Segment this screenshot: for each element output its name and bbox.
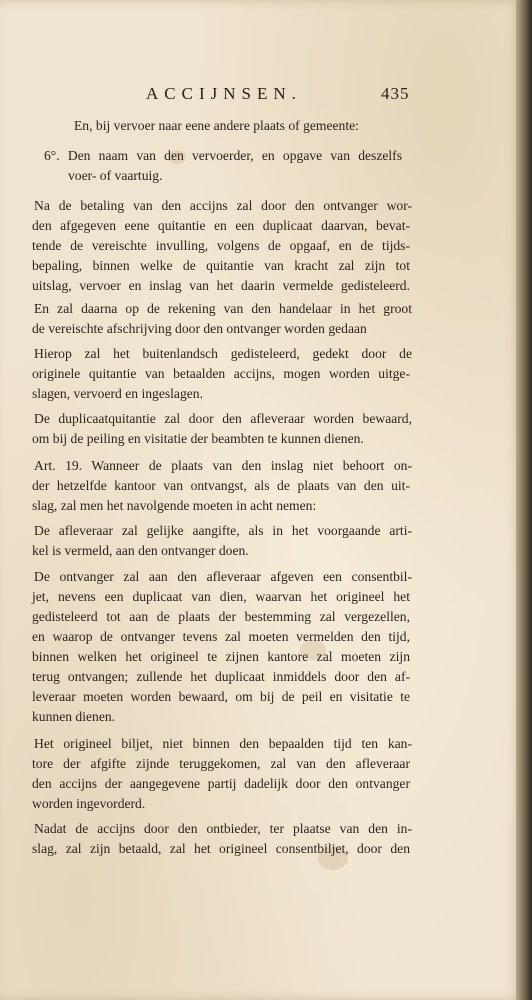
text-line: slag, zal zijn betaald, zal het origineel consentbiljet, door den: [32, 841, 410, 856]
text-line: En zal daarna op de rekening van den handelaar in het groot: [34, 301, 412, 316]
text-line: de vereischte afschrijving door den ontvanger worden gedaan: [32, 321, 367, 336]
text-line: bepaling, binnen welke de quitantie van kracht zal zijn tot: [32, 258, 410, 273]
page-header: [0, 84, 522, 108]
text-line: uitslag, vervoer en inslag van het daarin vermelde gedisteleerd.: [32, 278, 410, 293]
text-line: terug ontvangen; zullende het duplicaat inmiddels door den af-: [32, 669, 410, 684]
text-line: Art. 19. Wanneer de plaats van den inslag niet behoort on-: [34, 458, 412, 473]
page-edge-shadow: [516, 0, 532, 1000]
text-line: den accijns der aangegevene partij dadelijk door den ontvanger: [32, 776, 410, 791]
text-line: tore der afgifte zijnde teruggekomen, zal van den afleveraar: [32, 756, 410, 771]
text-line: De afleveraar zal gelijke aangifte, als in het voorgaande arti-: [34, 523, 412, 538]
text-line: tende de vereischte invulling, volgens de opgaaf, en de tijds-: [32, 238, 410, 253]
text-line: kunnen dienen.: [32, 709, 116, 724]
text-line: Nadat de accijns door den ontbieder, ter plaatse van den in-: [34, 821, 412, 836]
text-line: binnen welken het origineel te zijnen kantore zal moeten zijn: [32, 649, 410, 664]
text-line: kel is vermeld, aan den ontvanger doen.: [32, 543, 249, 558]
text-line: leveraar moeten worden bewaard, om bij de peil en visitatie te: [32, 689, 410, 704]
page-number: 435: [381, 84, 410, 103]
text-line: Na de betaling van den accijns zal door den ontvanger wor-: [34, 198, 412, 213]
text-line: om bij de peiling en visitatie der beambten te kunnen dienen.: [32, 431, 364, 446]
text-line: En, bij vervoer naar eene andere plaats of gemeente:: [74, 118, 359, 133]
text-line: worden ingevorderd.: [32, 796, 146, 811]
text-line: Hierop zal het buitenlandsch gedisteleerd, gedekt door de: [34, 346, 412, 361]
text-line: Het origineel biljet, niet binnen den bepaalden tijd ten kan-: [34, 736, 412, 751]
text-line: 6°. Den naam van den vervoerder, en opgave van deszelfs: [44, 148, 402, 163]
text-line: den afgegeven eene quitantie en een duplicaat daarvan, bevat-: [32, 218, 410, 233]
text-line: voer- of vaartuig.: [68, 168, 163, 183]
running-head: ACCIJNSEN.: [146, 84, 302, 103]
text-line: jet, nevens een duplicaat van dien, waarvan het origineel het: [32, 589, 410, 604]
text-line: De duplicaatquitantie zal door den afleveraar worden bewaard,: [34, 411, 412, 426]
text-line: gedisteleerd tot aan de plaats der bestemming zal vergezellen,: [32, 609, 410, 624]
text-line: en waarop de ontvanger tevens zal moeten vermelden den tijd,: [32, 629, 410, 644]
text-line: originele quitantie van betaalden accijns, mogen worden uitge-: [32, 366, 410, 381]
text-line: slagen, vervoerd en ingeslagen.: [32, 386, 203, 401]
text-line: slag, zal men het navolgende moeten in acht nemen:: [32, 498, 317, 513]
text-line: der hetzelfde kantoor van ontvangst, als de plaats van den uit-: [32, 478, 410, 493]
text-line: De ontvanger zal aan den afleveraar afgeven een consentbil-: [34, 569, 412, 584]
